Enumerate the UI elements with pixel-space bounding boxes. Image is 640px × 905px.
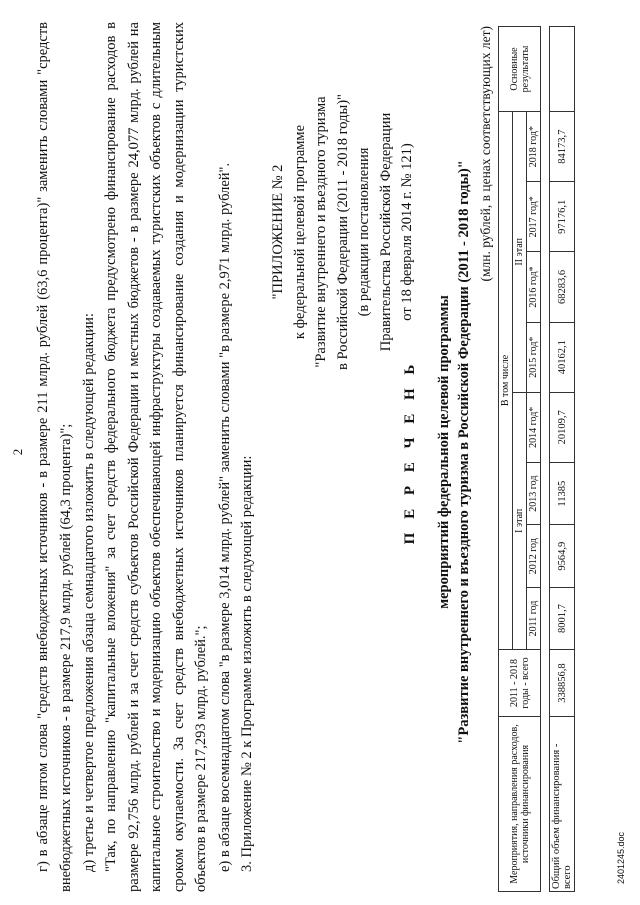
subtitle-line-2: "Развитие внутреннего и въездного туризма в Российской Федерации (2011 - 2018 годы)" xyxy=(456,160,472,744)
header-year: 2013 год xyxy=(527,462,541,525)
appendix-line: от 18 февраля 2014 г. № 121) xyxy=(399,143,415,321)
paragraph-d: д) третье и четвертое предложения абзаца семнадцатого изложить в следующей редакции: xyxy=(81,313,97,872)
row-label: Общий объем финансирования - всего xyxy=(550,717,575,892)
cell-results xyxy=(550,27,575,112)
cell-value: 40162,1 xyxy=(550,322,575,392)
paragraph-g: г) в абзаце пятом слова "средств внебюджетных источников - в размере 211 млрд. рублей (63,6 процента)" заменить словами "средств внебюджетных источников - в размере 217,9 млрд. рублей (64,3 процента)"; xyxy=(35,22,74,892)
rotated-sheet xyxy=(10,12,630,892)
header-year: 2011 год xyxy=(527,588,541,650)
spacer-cell xyxy=(541,27,550,892)
header-year: 2014 год* xyxy=(527,392,541,462)
paragraph-quote: "Так, по направлению "капитальные вложения" за счет средств федерального бюджета предусмотрено финансирование расходов в размере 92,756 млрд. рублей и за счет средств субъектов Российской Федерации и местных бюджетов - в размере 24,077 млрд. рублей на капитальное строительство и модернизацию объектов обеспечивающей инфраструктуры создаваемых туристских объектов с длительным сроком окупаемости. За счет средств внебюджетных источников планируется финансирование создания и модернизации туристских объектов в размере 217,293 млрд. рублей."; xyxy=(103,22,209,892)
header-year: 2012 год xyxy=(527,525,541,588)
cell-value: 11385 xyxy=(550,462,575,525)
table-row xyxy=(550,27,575,892)
appendix-line: Правительства Российской Федерации xyxy=(377,112,394,352)
table-header-row xyxy=(499,27,513,892)
document-title: П Е Р Е Ч Е Н Ь xyxy=(402,359,418,545)
cell-value: 9564,9 xyxy=(550,525,575,588)
cell-value: 97176,1 xyxy=(550,182,575,252)
appendix-header xyxy=(268,32,419,432)
header-measures: Мероприятия, направления расходов, источники финансирования xyxy=(499,717,541,892)
document-id: 2401245.doc xyxy=(616,831,626,884)
appendix-line: к федеральной целевой программе xyxy=(291,124,308,340)
financing-table xyxy=(498,26,575,892)
appendix-line: (в редакции постановления xyxy=(356,147,372,317)
header-stage-2: II этап xyxy=(513,112,527,393)
table-spacer xyxy=(541,27,550,892)
header-stage-1: I этап xyxy=(513,392,527,649)
header-results: Основные результаты xyxy=(499,27,541,112)
header-year: 2016 год* xyxy=(527,252,541,322)
units-note: (млн. рублей, в ценах соответствующих лет) xyxy=(478,26,493,282)
cell-value: 8001,7 xyxy=(550,588,575,650)
cell-total: 338856,8 xyxy=(550,650,575,717)
subtitle-line-1: мероприятий федеральной целевой программы xyxy=(436,295,452,609)
header-year: 2015 год* xyxy=(527,322,541,392)
appendix-line: в Российской Федерации (2011 - 2018 годы)" xyxy=(334,94,351,370)
appendix-line: "ПРИЛОЖЕНИЕ № 2 xyxy=(270,164,286,300)
header-year: 2017 год* xyxy=(527,182,541,252)
header-including: В том числе xyxy=(499,112,513,650)
cell-value: 84173,7 xyxy=(550,112,575,182)
header-year: 2018 год* xyxy=(527,112,541,182)
paragraph-e: е) в абзаце восемнадцатом слова "в размере 3,014 млрд. рублей" заменить словами "в размере 2,971 млрд. рублей". xyxy=(217,162,233,872)
header-total: 2011 - 2018 годы - всего xyxy=(499,650,541,717)
paragraph-3: 3. Приложение № 2 к Программе изложить в следующей редакции: xyxy=(239,455,255,872)
appendix-line: "Развитие внутреннего и въездного туризма xyxy=(313,96,329,368)
cell-value: 68283,6 xyxy=(550,252,575,322)
page-number: 2 xyxy=(10,448,25,456)
document-subtitle xyxy=(434,12,474,892)
cell-value: 20109,7 xyxy=(550,392,575,462)
